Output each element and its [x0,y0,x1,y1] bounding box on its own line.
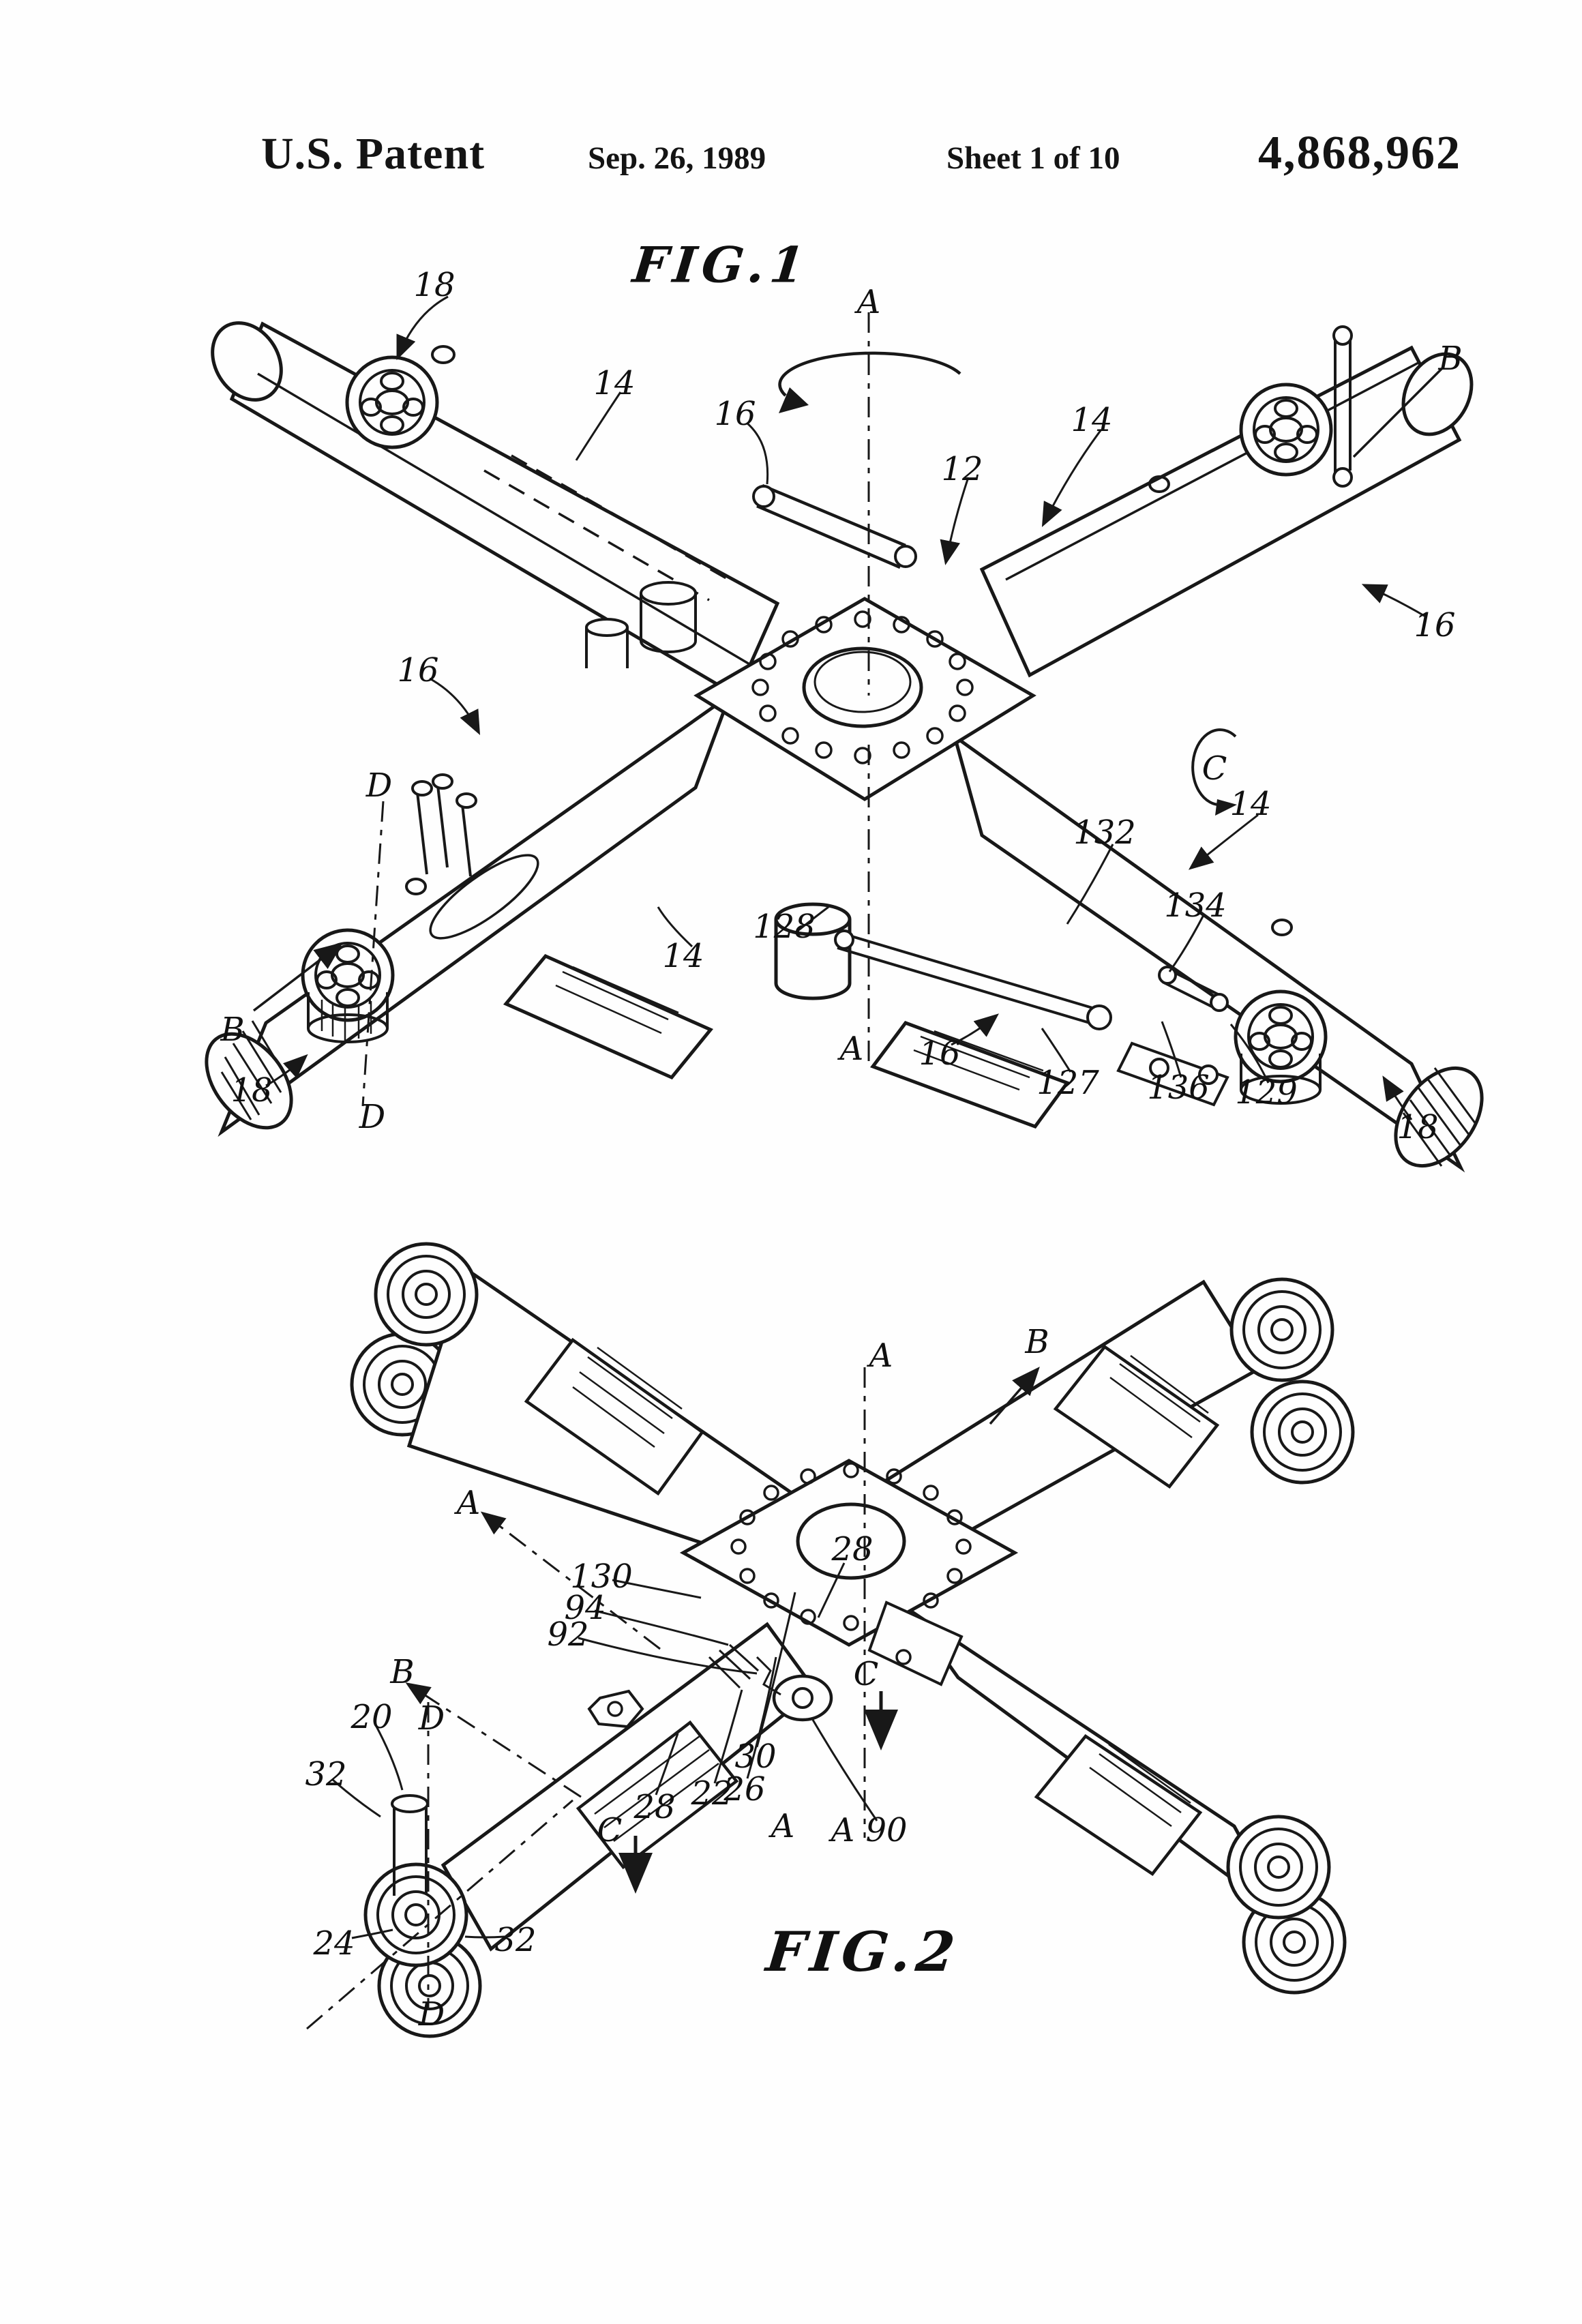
fig1-ref-14-a: 14 [593,364,636,402]
fig1-ref-14-c: 14 [1229,785,1272,823]
fig1-ref-136: 136 [1147,1069,1210,1107]
fig2-axis-a-top: A [869,1337,893,1375]
fig1-ref-18-a: 18 [413,266,456,304]
fig1-ref-18-b: 18 [230,1071,273,1109]
fig1-ref-12: 12 [941,450,983,488]
fig2-axis-a-left: A [456,1484,481,1522]
fig2-axis-b-left: B [390,1653,415,1691]
fig2-axis-c-center: C [853,1655,879,1693]
fig1-axis-d-bottom: D [359,1098,386,1136]
fig2-ref-32-a: 32 [305,1755,347,1793]
fig2-axis-d-bottom: D [418,1995,445,2034]
fig2-ref-26: 26 [723,1770,766,1808]
fig1-arm-upper-left [198,310,777,696]
fig1-axis-b-bottom: B [220,1011,245,1049]
fig2-ref-94: 94 [564,1589,606,1627]
fig1-axis-b-top: B [1438,340,1463,378]
fig1-ref-14-d: 14 [662,937,704,975]
fig2-ref-90: 90 [865,1811,908,1849]
fig2-ref-28-b: 28 [633,1788,676,1826]
patent-date: Sep. 26, 1989 [588,140,766,176]
fig1-ref-16-b: 16 [1414,606,1456,644]
fig2-ref-24: 24 [313,1924,355,1963]
fig2-ref-130: 130 [570,1558,633,1596]
fig1-arm-upper-right [982,327,1485,675]
fig1-ref-134: 134 [1164,887,1227,925]
fig1-axis-a-bottom: A [839,1030,864,1068]
fig1-axis-a-top: A [856,283,881,321]
fig1-ref-16-d: 16 [919,1034,961,1073]
fig2-ref-20: 20 [350,1698,393,1736]
fig2-ref-92: 92 [547,1615,589,1654]
figure1-drawing [191,259,1487,1180]
fig2-axis-a-bottom1: A [771,1807,795,1845]
fig2-arm-lower-right [910,1611,1345,1993]
figure1-caption: FIG.1 [630,235,813,294]
patent-number: 4,868,962 [1258,127,1461,179]
sheet-counter: Sheet 1 of 10 [946,140,1120,176]
fig2-axis-a-bottom2: A [831,1811,855,1849]
fig1-ref-16-c: 16 [397,651,439,689]
fig1-ref-128: 128 [753,908,816,946]
fig1-axis-d-top: D [365,766,393,805]
fig2-axis-d-top: D [418,1699,445,1738]
figure2-drawing [286,1221,1377,2039]
fig1-ref-14-b: 14 [1071,401,1113,439]
fig2-ref-28-hub: 28 [831,1530,874,1568]
fig2-axis-c-left: C [597,1811,623,1849]
figure2-caption: FIG.2 [763,1920,964,1984]
fig2-ref-30: 30 [734,1738,777,1776]
fig2-arm-lower-left [365,1624,815,2036]
fig2-axis-b-top: B [1025,1323,1049,1361]
fig2-ref-22: 22 [691,1774,733,1813]
fig2-ref-32-b: 32 [494,1921,537,1959]
fig1-ref-18-c: 18 [1397,1108,1439,1146]
fig1-ref-132: 132 [1073,814,1136,852]
fig1-ref-16-a: 16 [714,395,756,433]
fig1-ref-129: 129 [1235,1073,1298,1112]
patent-office-title: U.S. Patent [261,129,486,179]
fig1-axis-c: C [1202,749,1227,788]
fig2-arm-upper-left [352,1244,792,1556]
fig1-ref-127: 127 [1036,1064,1099,1102]
